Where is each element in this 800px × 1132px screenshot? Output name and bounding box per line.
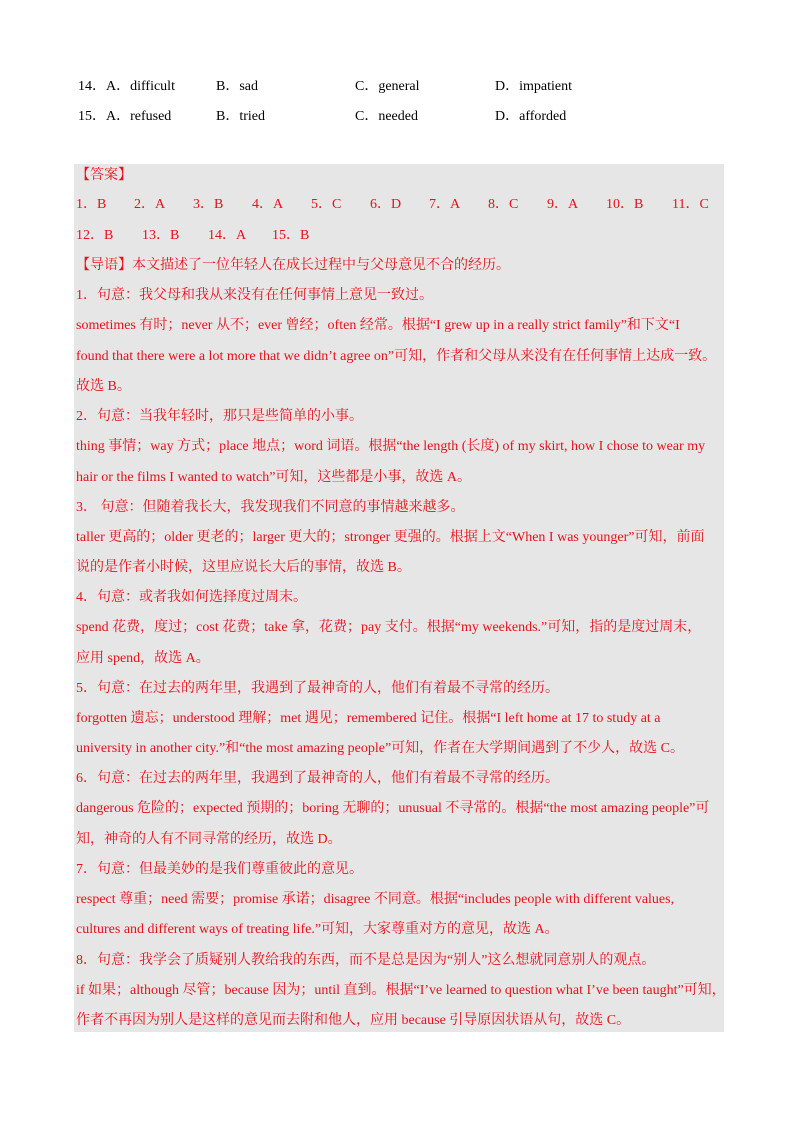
explanation-line: forgotten 遗忘；understood 理解；met 遇见；remembered 记住。根据“I left home at 17 to study at a: [76, 711, 661, 726]
option-b: B．sad: [216, 79, 258, 94]
answer-item: 12．B: [76, 228, 114, 243]
explanation-line: 应用 spend，故选 A。: [76, 651, 210, 666]
explanation-line: dangerous 危险的；expected 预期的；boring 无聊的；unusual 不寻常的。根据“the most amazing people”可: [76, 801, 710, 816]
explanation-line: 7．句意：但最美妙的是我们尊重彼此的意见。: [76, 862, 363, 877]
explanation-line: respect 尊重；need 需要；promise 承诺；disagree 不同意。根据“includes people with different values,: [76, 892, 675, 907]
explanation-line: 知，神奇的人有不同寻常的经历，故选 D。: [76, 832, 342, 847]
answer-item: 5．C: [311, 197, 342, 212]
explanation-line: found that there were a lot more that we didn’t agree on”可知，作者和父母从来没有在任何事情上达成一致。: [76, 349, 717, 364]
explanation-line: 故选 B。: [76, 379, 131, 394]
explanation-line: 说的是作者小时候，这里应说长大后的事情，故选 B。: [76, 560, 411, 575]
explanation-line: 作者不再因为别人是这样的意见而去附和他人，应用 because 引导原因状语从句，故选 C。: [76, 1013, 631, 1028]
answer-item: 6．D: [370, 197, 402, 212]
answer-item: 9．A: [547, 197, 579, 212]
option-d: D．afforded: [495, 109, 567, 124]
explanation-line: 6．句意：在过去的两年里，我遇到了最神奇的人，他们有着最不寻常的经历。: [76, 771, 559, 786]
option-c: C．needed: [355, 109, 418, 124]
option-b: B．tried: [216, 109, 265, 124]
answer-item: 15．B: [272, 228, 310, 243]
explanation-line: 3． 句意：但随着我长大，我发现我们不同意的事情越来越多。: [76, 500, 465, 515]
option-d: D．impatient: [495, 79, 572, 94]
explanation-line: 1．句意：我父母和我从来没有在任何事情上意见一致过。: [76, 288, 433, 303]
answer-heading: 【答案】: [76, 168, 132, 183]
option-a: 15．A．refused: [78, 109, 172, 124]
option-c: C．general: [355, 79, 420, 94]
answer-item: 2．A: [134, 197, 166, 212]
explanation-line: 2．句意：当我年轻时，那只是些简单的小事。: [76, 409, 363, 424]
option-a: 14．A．difficult: [78, 79, 175, 94]
explanation-line: cultures and different ways of treating life.”可知，大家尊重对方的意见，故选 A。: [76, 922, 559, 937]
explanation-line: sometimes 有时；never 从不；ever 曾经；often 经常。根据“I grew up in a really strict family”和下文“I: [76, 318, 680, 333]
intro-line: 【导语】本文描述了一位年轻人在成长过程中与父母意见不合的经历。: [76, 258, 510, 273]
answer-item: 11．C: [672, 197, 709, 212]
explanation-line: 8．句意：我学会了质疑别人教给我的东西，而不是总是因为“别人”这么想就同意别人的观点。: [76, 953, 656, 968]
answer-item: 4．A: [252, 197, 284, 212]
answer-item: 10．B: [606, 197, 644, 212]
explanation-line: 4．句意：或者我如何选择度过周末。: [76, 590, 307, 605]
answer-item: 14．A: [208, 228, 247, 243]
explanation-line: hair or the films I wanted to watch”可知，这些都是小事，故选 A。: [76, 470, 472, 485]
explanation-line: if 如果；although 尽管；because 因为；until 直到。根据“I’ve learned to question what I’ve been taught”可知，: [76, 983, 726, 998]
answer-item: 8．C: [488, 197, 519, 212]
explanation-line: spend 花费，度过；cost 花费；take 拿，花费；pay 支付。根据“my weekends.”可知，指的是度过周末，: [76, 620, 702, 635]
answer-item: 13．B: [142, 228, 180, 243]
explanation-line: university in another city.”和“the most amazing people”可知，作者在大学期间遇到了不少人，故选 C。: [76, 741, 684, 756]
answer-item: 7．A: [429, 197, 461, 212]
explanation-line: taller 更高的；older 更老的；larger 更大的；stronger 更强的。根据上文“When I was younger”可知，前面: [76, 530, 705, 545]
explanation-line: 5．句意：在过去的两年里，我遇到了最神奇的人，他们有着最不寻常的经历。: [76, 681, 559, 696]
answer-item: 1．B: [76, 197, 107, 212]
explanation-line: thing 事情；way 方式；place 地点；word 词语。根据“the length (长度) of my skirt, how I chose to wear my: [76, 439, 706, 454]
answer-item: 3．B: [193, 197, 224, 212]
